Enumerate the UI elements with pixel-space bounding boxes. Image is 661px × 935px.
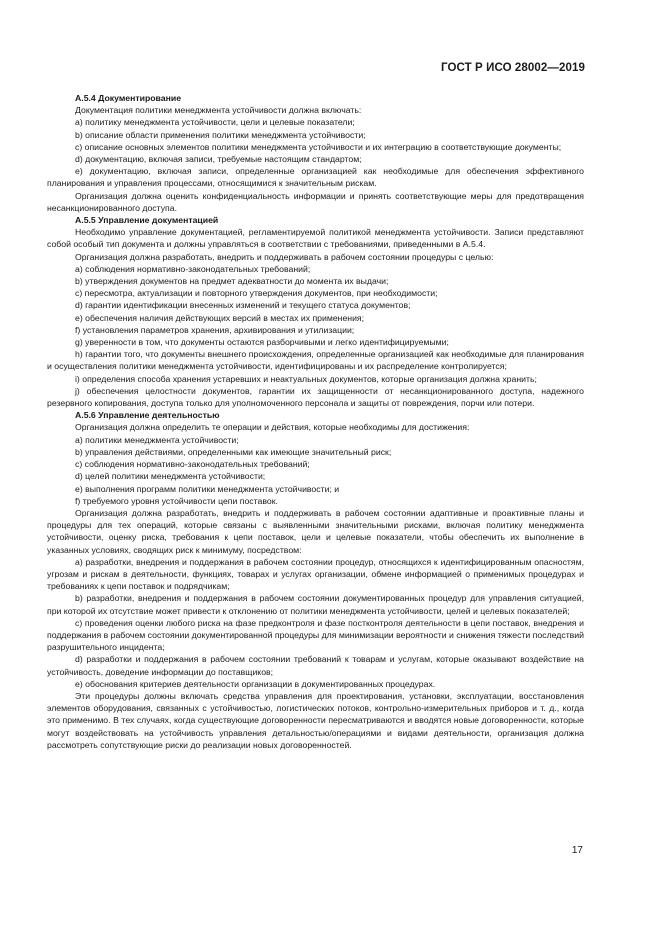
paragraph: Организация должна оценить конфиденциальность информации и принять соответствующие меры для предотвращения несанкционированного доступа. — [47, 190, 584, 213]
paragraph: Организация должна разработать, внедрить и поддерживать в рабочем состоянии адаптивные и проактивные планы и процедуры для тех операций, которые связаны с выявленными значительными рисками, включая политику менеджмента устойчивости, оценку риска, требования к цепи поставок, цели и целевые показатели, чтобы обеспечить их выполнение в указанных условиях, сводящих риск к минимуму, посредством: — [47, 507, 584, 555]
paragraph: e) обоснования критериев деятельности организации в документированных процедурах. — [75, 678, 436, 689]
standard-header: ГОСТ Р ИСО 28002—2019 — [440, 62, 585, 74]
paragraph: h) гарантии того, что документы внешнего происхождения, определенные организацией как необходимые для планирования и осуществления политики менеджмента устойчивости, идентифицированы и их распределение контролируется; — [47, 349, 584, 372]
paragraph: j) обеспечения целостности документов, гарантии их защищенности от несанкционированного доступа, надежного резервного копирования, доступа только для уполномоченного персонала и защиты от повреждения, порчи или потери. — [47, 385, 584, 409]
paragraph: i) определения способа хранения устаревших и неактуальных документов, которые организация должна хранить; — [75, 373, 537, 384]
paragraph: Организация должна разработать, внедрить и поддерживать в рабочем состоянии процедуры с целью: — [75, 251, 494, 262]
paragraph: e) обеспечения наличия действующих версий в местах их применения; — [75, 312, 365, 323]
document-body — [47, 92, 584, 751]
paragraph: a) политику менеджмента устойчивости, цели и целевые показатели; — [75, 117, 355, 128]
paragraph: f) установления параметров хранения, архивирования и утилизации; — [75, 324, 355, 335]
paragraph: Необходимо управление документацией, регламентируемой политикой менеджмента устойчивости. Записи представляют собой особый тип документа и должны управляться в соответствии с требованиями, приведенными в A.5.4. — [47, 227, 584, 250]
paragraph: a) разработки, внедрения и поддержания в рабочем состоянии процедур, относящихся к идентифицированным опасностям, угрозам и рискам в деятельности, функциях, товарах и услугах организации, обмене информацией о применимых процедурах и требованиях к цепи поставок и подрядчикам; — [47, 556, 584, 592]
paragraph: d) разработки и поддержания в рабочем состоянии требований к товарам и услугам, которые оказывают воздействие на устойчивость, доведение информации до поставщиков; — [47, 654, 584, 677]
paragraph: d) целей политики менеджмента устойчивости; — [75, 471, 266, 482]
section-heading: A.5.4 Документирование — [75, 93, 182, 103]
paragraph: b) утверждения документов на предмет адекватности до момента их выдачи; — [75, 276, 389, 287]
paragraph: Организация должна определить те операции и действия, которые необходимы для достижения: — [75, 422, 470, 433]
paragraph: c) проведения оценки любого риска на фазе предконтроля и фазе постконтроля деятельности в цепи поставок, внедрения и поддержания в рабочем состоянии документированной процедуры для минимизации вероятности и снижения тяжести последствий разрушительного инцидента; — [47, 617, 584, 653]
paragraph: c) пересмотра, актуализации и повторного утверждения документов, при необходимости; — [75, 288, 438, 299]
paragraph: d) документацию, включая записи, требуемые настоящим стандартом; — [75, 154, 362, 165]
paragraph: Эти процедуры должны включать средства управления для проектирования, установки, эксплуатации, восстановления элементов оборудования, связанных с устойчивостью, логистических потоков, контрольно-измерительных приборов и т. д., когда это применимо. В тех случаях, когда существующие договоренности пересматриваются и вводятся новые договоренности, которые могут воздействовать на устойчивость управления детальностью/операциями и видами деятельности, организация должна рассмотреть сопутствующие риски до реализации новых договоренностей. — [47, 690, 584, 750]
paragraph: b) разработки, внедрения и поддержания в рабочем состоянии документированных процедур для управления ситуацией, при которой их отсутствие может привести к отклонению от политики менеджмента устойчивости, целей и целевых показателей; — [47, 593, 584, 616]
paragraph: Документация политики менеджмента устойчивости должна включать: — [75, 105, 362, 116]
paragraph: d) гарантии идентификации внесенных изменений и текущего статуса документов; — [75, 300, 411, 311]
paragraph: c) соблюдения нормативно-законодательных требований; — [75, 459, 310, 470]
paragraph: e) документацию, включая записи, определенные организацией как необходимые для обеспечения эффективного планирования и управления процессами, относящимися к значительным рискам. — [47, 166, 584, 189]
paragraph: a) соблюдения нормативно-законодательных требований; — [75, 263, 311, 274]
paragraph: b) описание области применения политики менеджмента устойчивости; — [75, 129, 366, 140]
paragraph: c) описание основных элементов политики менеджмента устойчивости и их интеграцию в соответствующие документы; — [75, 141, 562, 152]
paragraph: f) требуемого уровня устойчивости цепи поставок. — [75, 495, 278, 506]
paragraph: g) уверенности в том, что документы остаются разборчивыми и легко идентифицируемыми; — [75, 337, 449, 348]
page-number: 17 — [571, 845, 583, 856]
paragraph: b) управления действиями, определенными как имеющие значительный риск; — [75, 446, 392, 457]
paragraph: e) выполнения программ политики менеджмента устойчивости; и — [75, 483, 340, 494]
paragraph: a) политики менеджмента устойчивости; — [75, 434, 239, 445]
section-heading: A.5.6 Управление деятельностью — [75, 410, 220, 421]
section-heading: A.5.5 Управление документацией — [75, 215, 219, 226]
